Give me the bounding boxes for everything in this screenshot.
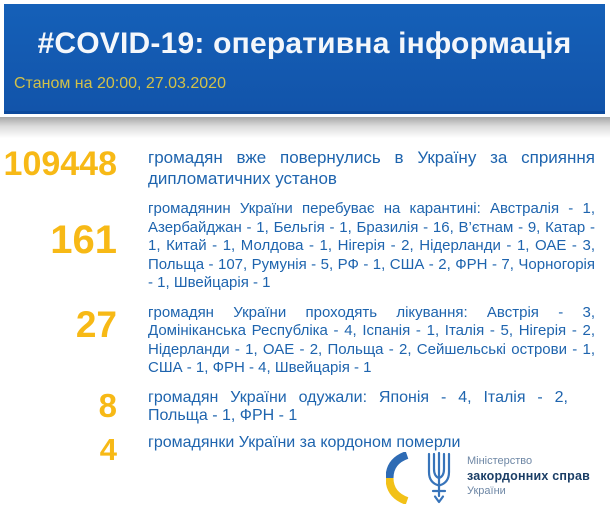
mfa-logo bbox=[386, 451, 590, 505]
stat-description: громадян України проходять лікування: Австрія - 3, Домініканська Республіка - 4, Іспанія - 1, Італія - 5, Нігерія - 2, Нідерланди - 1, ОАЕ - 2, Польща - 2, Сейшельські острови - 1, США - 1, ФРН - 4, Швейцарія - 1 bbox=[148, 303, 595, 376]
crescent-icon bbox=[386, 452, 411, 504]
stat-value: 4 bbox=[99, 431, 117, 467]
mfa-logo-line3: України bbox=[466, 484, 506, 497]
stat-description: громадянин України перебуває на карантині: Австралія - 1, Азербайджан - 1, Бельгія - 1, Бразилія - 16, В’єтнам - 9, Катар - 1, Китай - 1, Молдова - 1, Нігерія - 2, Нідерланди - 1, ОАЕ - 3, Польща - 107, Румунія - 5, РФ - 1, США - 2, ФРН - 7, Чорногорія - 1, Швейцарія - 1 bbox=[148, 200, 595, 291]
trident-icon bbox=[423, 451, 455, 505]
stat-description: громадян вже повернулись в Україну за сприяння дипломатичних установ bbox=[148, 148, 595, 188]
page-title: #COVID-19: оперативна інформація bbox=[37, 27, 572, 60]
mfa-logo-line2: закордонних справ bbox=[466, 469, 590, 484]
stat-value: 8 bbox=[98, 386, 117, 424]
date-line: Станом на 20:00, 27.03.2020 bbox=[14, 75, 226, 92]
stat-row-treatment bbox=[0, 304, 610, 378]
stat-row-returned bbox=[0, 147, 610, 189]
stat-description: громадян України одужали: Японія - 4, Італія - 2, Польща - 1, ФРН - 1 bbox=[148, 388, 568, 424]
stat-value: 27 bbox=[75, 303, 117, 345]
stat-value: 109448 bbox=[3, 145, 117, 183]
stats-list bbox=[0, 147, 610, 477]
stat-description: громадянки України за кордоном померли bbox=[148, 433, 461, 451]
header-banner bbox=[4, 4, 605, 114]
mfa-logo-line1: Міністерство bbox=[466, 455, 533, 468]
stat-value: 161 bbox=[50, 218, 117, 262]
stat-row-quarantine bbox=[0, 200, 610, 293]
header-shadow bbox=[0, 117, 610, 138]
mfa-logo-text bbox=[467, 455, 590, 500]
stat-row-recovered bbox=[0, 386, 610, 426]
